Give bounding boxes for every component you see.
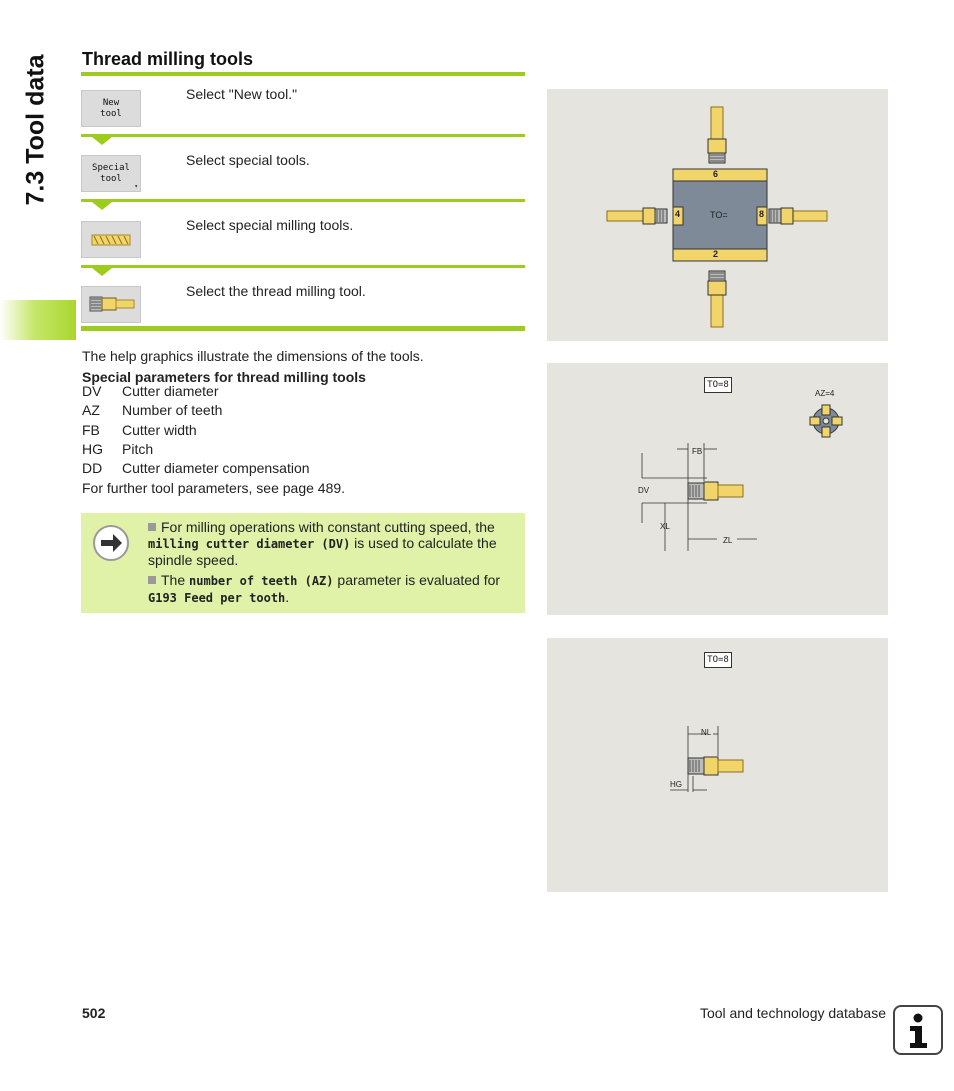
fb-label: FB <box>692 447 703 456</box>
note-box <box>81 513 525 613</box>
chevron-down-icon <box>92 202 112 210</box>
arrow-right-icon <box>93 525 129 561</box>
tool-orientation-box: TO=8 <box>704 377 732 393</box>
special-milling-tools-softkey[interactable] <box>81 221 141 258</box>
params-title: Special parameters for thread milling tools <box>82 369 366 385</box>
new-tool-softkey[interactable] <box>81 90 141 127</box>
softkey-label-line1: New <box>102 97 120 108</box>
chapter-title: 7.3 Tool data <box>21 54 50 206</box>
chevron-down-icon <box>92 137 112 145</box>
footer-section-title: Tool and technology database <box>699 1005 886 1021</box>
thread-milling-tool-softkey[interactable] <box>81 286 141 323</box>
special-tool-softkey[interactable] <box>81 155 141 192</box>
note-bullet-1: For milling operations with constant cutting speed, the milling cutter diameter (DV) is used to calculate the spindle speed. <box>148 519 497 568</box>
further-params-text: For further tool parameters, see page 489. <box>82 480 346 496</box>
step-3-text: Select special milling tools. <box>186 217 354 233</box>
param-desc: Cutter diameter <box>122 383 219 399</box>
info-icon <box>893 1005 943 1055</box>
param-code: DV <box>82 383 102 399</box>
thread-mill-icon <box>82 287 140 322</box>
milling-cutter-icon <box>82 222 140 257</box>
dimension-drawing <box>547 363 888 615</box>
az-label: AZ=4 <box>815 389 835 398</box>
chevron-down-icon <box>92 268 112 276</box>
param-code: AZ <box>82 402 100 418</box>
xl-label: XL <box>660 522 670 531</box>
section-heading: Thread milling tools <box>82 49 254 69</box>
hg-label: HG <box>670 780 682 789</box>
bullet-square-icon <box>148 523 156 531</box>
step-divider <box>81 199 525 202</box>
position-label-top: 6 <box>713 169 719 179</box>
pitch-drawing <box>547 638 888 892</box>
cutter-dimensions-figure <box>547 363 888 615</box>
softkey-label-line2: tool <box>100 173 122 184</box>
page-number: 502 <box>82 1005 106 1021</box>
step-divider <box>81 265 525 268</box>
note-bullet-2: The number of teeth (AZ) parameter is evaluated for G193 Feed per tooth. <box>148 572 501 605</box>
param-code: DD <box>82 460 103 476</box>
position-label-bottom: 2 <box>713 249 719 259</box>
param-desc: Pitch <box>122 441 154 457</box>
bullet-square-icon <box>148 576 156 584</box>
position-label-right: 8 <box>759 209 765 219</box>
param-desc: Number of teeth <box>122 402 223 418</box>
zl-label: ZL <box>723 536 733 545</box>
chapter-tab-marker <box>0 300 76 340</box>
step-divider <box>81 134 525 137</box>
intro-text: The help graphics illustrate the dimensions of the tools. <box>82 348 424 364</box>
param-desc: Cutter width <box>122 422 197 438</box>
step-2-text: Select special tools. <box>186 152 310 168</box>
step-4-text: Select the thread milling tool. <box>186 283 366 299</box>
nl-label: NL <box>701 728 712 737</box>
tool-orientation-box: TO=8 <box>704 652 732 668</box>
heading-rule <box>81 72 525 76</box>
position-label-left: 4 <box>675 209 681 219</box>
to-label: TO= <box>710 210 728 220</box>
dv-label: DV <box>638 486 650 495</box>
softkey-label-line2: tool <box>100 108 122 119</box>
param-code: HG <box>82 441 103 457</box>
step-1-text: Select "New tool." <box>186 86 298 102</box>
pitch-figure <box>547 638 888 892</box>
submenu-indicator-icon: ▾ <box>134 183 138 190</box>
steps-end-rule <box>81 326 525 331</box>
softkey-label-line1: Special <box>92 162 130 173</box>
four-tooth-cutter-icon <box>810 405 842 437</box>
param-desc: Cutter diameter compensation <box>122 460 310 476</box>
tool-position-figure <box>547 89 888 341</box>
param-code: FB <box>82 422 100 438</box>
